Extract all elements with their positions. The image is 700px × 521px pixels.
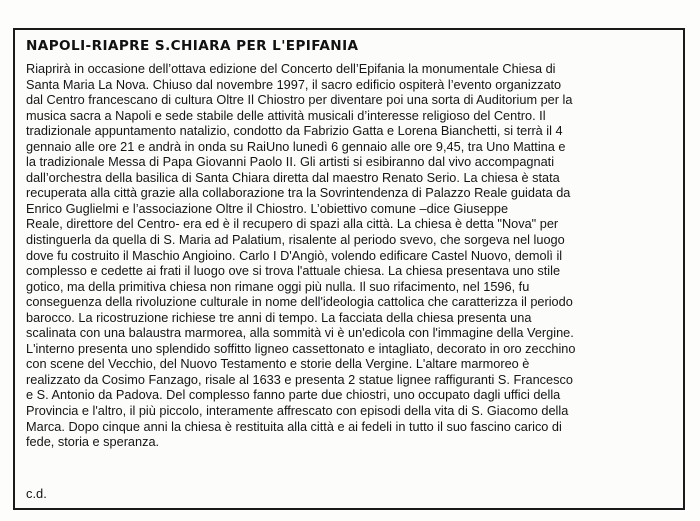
- article-line: Santa Maria La Nova. Chiuso dal novembre 1997, il sacro edificio ospiterà l’evento organizzato: [26, 76, 562, 92]
- author-signature: c.d.: [26, 486, 47, 501]
- article-line: Marca. Dopo cinque anni la chiesa è restituita alla città e ai fedeli in tutto il suo fascino carico di: [26, 418, 562, 434]
- article-line: con scene del Vecchio, del Nuovo Testamento e storie della Vergine. L'altare marmoreo è: [26, 356, 530, 372]
- article-line: Enrico Guglielmi e l’associazione Oltre il Chiostro. L’obiettivo comune –dice Giuseppe: [26, 200, 509, 216]
- article-line: gennaio alle ore 21 e andrà in onda su RaiUno lunedì 6 gennaio alle ore 9,45, tra Uno Mattina e: [26, 138, 566, 154]
- article-line: Riaprirà in occasione dell’ottava edizione del Concerto dell’Epifania la monumentale Chiesa di: [26, 61, 556, 76]
- article-line: Reale, direttore del Centro- era ed è il recupero di spazi alla città. La chiesa è detta "Nova" per: [26, 216, 559, 232]
- article-line: complesso e cedette ai frati il luogo ove si trova l'attuale chiesa. La chiesa presentava uno stile: [26, 263, 561, 279]
- article-line: dove fu costruito il Maschio Angioino. Carlo I D'Angiò, volendo edificare Castel Nuovo, demolì il: [26, 247, 563, 263]
- article-line: gotico, ma della primitiva chiesa non rimane oggi più nulla. Il suo rifacimento, nel 1596, fu: [26, 278, 530, 294]
- article-line: barocco. La ricostruzione richiese tre anni di tempo. La facciata della chiesa presenta una: [26, 309, 532, 325]
- article-line: realizzato da Cosimo Fanzago, risale al 1633 e presenta 2 statue lignee raffiguranti S. Francesco: [26, 371, 573, 387]
- article-line: dal Centro francescano di cultura Oltre Il Chiostro per diventare poi una sorta di Auditorium per la: [26, 92, 573, 108]
- article-line: conseguenza della rivoluzione culturale in nome dell'ideologia cattolica che caratterizza il periodo: [26, 294, 573, 310]
- article-line: distinguerla da quella di S. Maria ad Palatium, risalente al periodo svevo, che sorgeva nel luogo: [26, 232, 565, 248]
- article-line: scalinata con una balaustra marmorea, alla sommità vi è un'edicola con l'immagine della Vergine.: [26, 325, 574, 341]
- article-line: tradizionale appuntamento natalizio, condotto da Fabrizio Gatta e Lorena Bianchetti, si terrà il 4: [26, 123, 563, 139]
- article-headline: NAPOLI-RIAPRE S.CHIARA PER L'EPIFANIA: [26, 38, 359, 54]
- article-line: L'interno presenta uno splendido soffitto ligneo cassettonato e intagliato, decorato in oro zecchino: [26, 340, 576, 356]
- article-line: la tradizionale Messa di Papa Giovanni Paolo II. Gli artisti si esibiranno dal vivo accompagnati: [26, 154, 555, 170]
- article-line: fede, storia e speranza.: [26, 434, 160, 450]
- article-line: musica sacra a Napoli e sede stabile delle attività musicali d’interesse religioso del Centro. Il: [26, 107, 546, 123]
- article-line: recuperata alla città grazie alla collaborazione tra la Sovrintendenza di Palazzo Reale guidata da: [26, 185, 571, 201]
- newspaper-clipping: [13, 28, 685, 510]
- article-body: [26, 61, 686, 450]
- article-line: e S. Antonio da Padova. Del complesso fanno parte due chiostri, uno occupato dagli uffici della: [26, 387, 561, 403]
- article-line: dall’orchestra della basilica di Santa Chiara diretta dal maestro Renato Serio. La chiesa è stata: [26, 169, 560, 185]
- article-line: Provincia e l'altro, il più piccolo, interamente affrescato con episodi della vita di S. Giacomo della: [26, 403, 569, 419]
